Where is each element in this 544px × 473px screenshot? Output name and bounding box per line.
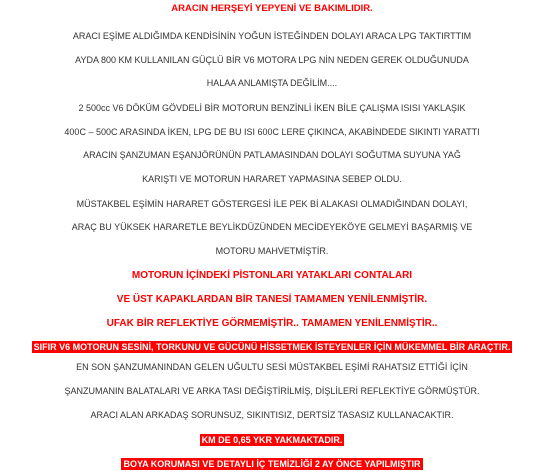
red-statement-2: VE ÜST KAPAKLARDAN BİR TANESİ TAMAMEN YENİLENMİŞTİR. xyxy=(116,294,428,305)
highlight-3-wrap xyxy=(0,454,544,472)
paragraph2-line1: 2 500cc V6 DÖKÜM GÖVDELİ BİR MOTORUN BENZİNLİ İKEN BİLE ÇALIŞMA ISISI YAKLAŞIK xyxy=(78,103,466,113)
red-statement-3: UFAK BİR REFLEKTİYE GÖRMEMİŞTİR.. TAMAMEN YENİLENMİŞTİR.. xyxy=(106,318,438,329)
red-statement-1: MOTORUN İÇİNDEKİ PİSTONLARI YATAKLARI CONTALARI xyxy=(131,270,413,281)
paragraph2-line4: KARIŞTI VE MOTORUN HARARET YAPMASINA SEBEP OLDU. xyxy=(142,174,402,184)
highlight-2-wrap xyxy=(0,430,544,448)
highlight-2: KM DE 0,65 YKR YAKMAKTADIR. xyxy=(201,435,343,445)
paragraph3-line1: MÜSTAKBEL EŞİMİN HARARET GÖSTERGESİ İLE PEK Bİ ALAKASI OLMADIĞINDAN DOLAYI, xyxy=(76,199,468,209)
paragraph2-line2: 400C – 500C ARASINDA İKEN, LPG DE BU ISI 600C LERE ÇIKINCA, AKABİNDEDE SIKINTI YARATTI xyxy=(64,127,480,137)
paragraph1-line3: HALAA ANLAMIŞTA DEĞİLİM.... xyxy=(206,78,338,88)
paragraph1-line2: AYDA 800 KM KULLANILAN GÜÇLÜ BİR V6 MOTORA LPG NİN NEDEN GEREK OLDUĞUNUDA xyxy=(75,55,469,65)
paragraph4-line2: ŞANZUMANIN BALATALARI VE ARKA TASI DEĞİŞTİRİLMİŞ, DİŞLİLERİ REFLEKTİYE GÖRMÜŞTÜR. xyxy=(64,386,480,396)
highlight-1-wrap xyxy=(0,337,544,355)
highlight-1: SIFIR V6 MOTORUN SESİNİ, TORKUNU VE GÜCÜNÜ HİSSETMEK İSTEYENLER İÇİN MÜKEMMEL BİR ARAÇTIR. xyxy=(33,342,511,352)
paragraph4-line1: EN SON ŞANZUMANINDAN GELEN UĞULTU SESİ MÜSTAKBEL EŞİMİ RAHATSIZ ETTİĞİ İÇİN xyxy=(76,362,468,372)
paragraph1-line1: ARACI EŞİME ALDIĞIMDA KENDİSİNİN YOĞUN İSTEĞİNDEN DOLAYI ARACA LPG TAKTIRTTIM xyxy=(72,31,472,41)
document-title: ARACIN HERŞEYİ YEPYENİ VE BAKIMLIDIR. xyxy=(171,3,373,14)
paragraph2-line3: ARACIN ŞANZUMAN EŞANJÖRÜNÜN PATLAMASINDAN DOLAYI SOĞUTMA SUYUNA YAĞ xyxy=(83,150,461,160)
highlight-3: BOYA KORUMASI VE DETAYLI İÇ TEMİZLİĞİ 2 AY ÖNCE YAPILMIŞTIR xyxy=(123,459,421,469)
paragraph3-line3: MOTORU MAHVETMİŞTİR. xyxy=(215,246,329,256)
paragraph3-line2: ARAÇ BU YÜKSEK HARARETLE BEYLİKDÜZÜNDEN MECİDEYEKÖYE GELMEYİ BAŞARMIŞ VE xyxy=(71,222,473,232)
paragraph4-line3: ARACI ALAN ARKADAŞ SORUNSUZ, SIKINTISIZ, DERTSİZ TASASIZ KULLANACAKTIR. xyxy=(90,410,454,420)
